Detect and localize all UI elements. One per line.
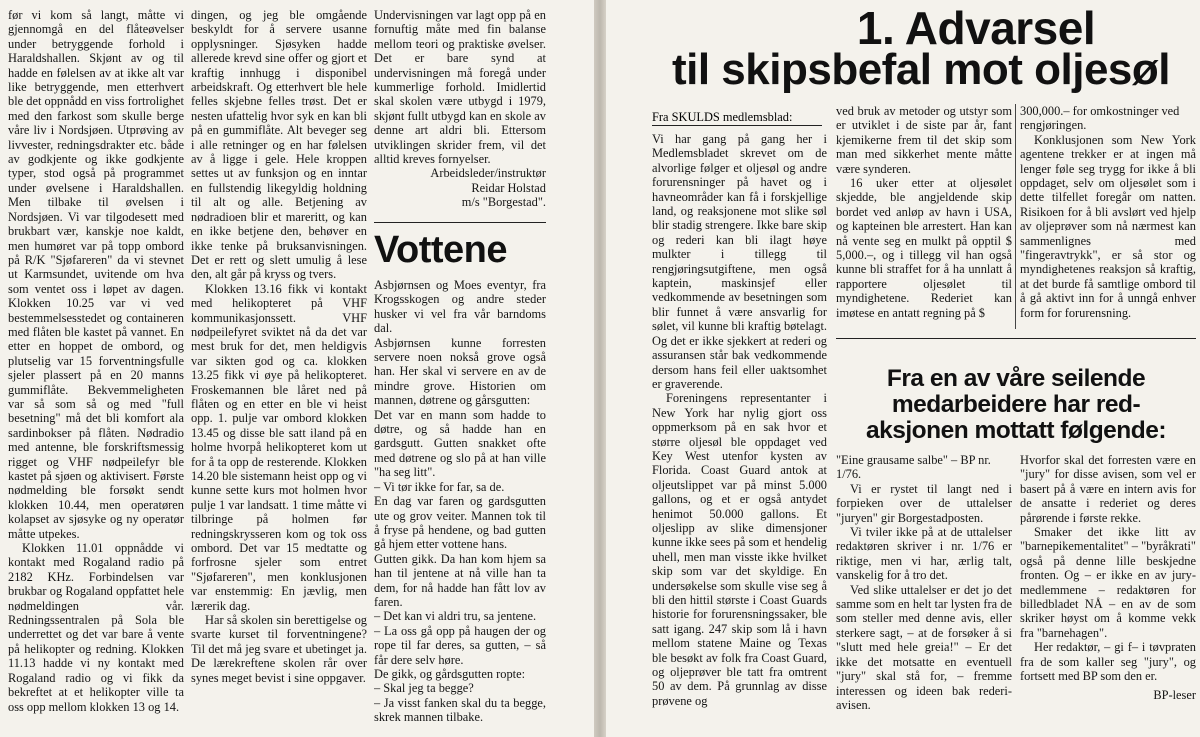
story-paragraph: De gikk, og gårdsgutten ropte: [374,666,526,681]
headline-line-2: til skipsbefal mot oljesøl [671,45,1170,94]
article-paragraph: Foreningens representanter i New York har nylig gjort oss oppmerksom på en sak hvor et større oljesøl ble oppdaget ved Key West utenfor kysten av Florida. Coast Guard antok at oljeutslippet var på minst 5.000 gallons, og et er også antydet henimot 50.000 gallons. Et oljeslipp av slike dimensjoner kunne ikke sees på som et hendelig uhell, men man visste ikke hvilket skip som var det skyldige. En undersøkelse som skulle vise seg å bli den hittil største i Coast Guards historie for forurensningssaker, ble satt igang. 247 skip som lå i havn mellom statene Maine og Texas ble besøkt av folk fra Coast Guard, og oljeprøver ble tatt fra omtrent 50 av dem. På grunnlag av disse prøvene og [652,391,827,708]
title-line: aksjonen mottatt følgende: [865,417,1167,444]
letter-paragraph: Vi tviler ikke på at de uttalelser redaktøren skriver i nr. 1/76 er riktige, men vi har, ærlig talt, vanskelig for å tro det. [836,525,1012,583]
story-paragraph: Asbjørnsen kunne forresten servere noen nokså grove også han. Her skal vi servere en av de mindre grove. Historien om mannen, døtrene og gårsgutten: [374,335,546,408]
signature-line: Reidar Holstad [471,180,546,195]
letter-column-2 [1020,453,1196,733]
vottene-story [374,278,546,730]
story-paragraph: – Det kan vi aldri tru, sa jentene. [374,609,537,624]
letter-paragraph: "Eine grausame salbe" – BP nr. 1/76. [836,453,991,482]
article-paragraph: Konklusjonen som New York agentene trekker er at ingen må lenger føle seg trygg for ikke å bli oppdaget, selv om oljesølet som i dette tilfellet foregår om natten. Risikoen for å bli avslørt ved hjelp av oljeprøver som nå nærmest kan sammenlignes med "fingeravtrykk", er så stor og myndighetenes reaksjon så kraftig, at det burde få samtlige ombord til å gå aktivt inn for å unngå enhver form for forurensning. [1020,132,1196,320]
title-line: medarbeidere har red- [891,391,1141,418]
article-paragraph: 300,000.– for omkostninger ved rengjøringen. [1020,104,1180,133]
story-paragraph: – Vi tør ikke for far, sa de. [374,479,505,494]
article-paragraph: 16 uker etter at oljesølet skjedde, ble angjeldende skip bordet ved anløp av havn i USA, og kapteinen ble arrestert. Han kan nå vente seg en mulkt på opptil $ 5,000.–, og i tillegg vil han også kunne bli straffet for å ha unnlatt å rapportere oljesølet til myndighetene. Rederiet kan imøtese en antatt regning på $ [836,176,1012,320]
left-col3-paragraph: Undervisningen var lagt opp på en fornuftig måte med fin balanse mellom teori og praktiske øvelser. Det er bare synd at undervisningen må foregå under kummerlige forhold. Imidlertid skal skolen være utbygd i 1979, skjønt fullt utbygd kan en skole av denne art aldri bli. Ettersom utviklingen skrider frem, vil det alltid kreves fornyelser. [374,8,546,167]
right-page [606,0,1200,737]
letter-column-1 [836,453,1012,733]
letter-signature: BP-leser [1153,687,1196,702]
left-column-1 [8,8,184,730]
story-paragraph: – Skal jeg ta begge? [374,681,474,696]
section-divider [374,222,546,223]
letter-paragraph: Her redaktør, – gi f– i tøvpraten fra de som kaller seg "jury", og fortsett med BP som den er. [1020,640,1196,684]
left-page [0,0,594,737]
letter-paragraph: Hvorfor skal det forresten være en "jury" for disse avisen, som vel er basert på å være en intern avis for de ansatte i rederiet og deres pårørende i første rekke. [1020,453,1196,525]
source-label: Fra SKULDS medlemsblad: [652,110,822,126]
right-column-3 [1020,104,1196,326]
right-column-2 [836,104,1012,326]
left-col2-paragraph: dingen, og jeg ble omgående beskyldt for å servere usanne opplysninger. Sjøsyken hadde allerede krevd sine offer og gjort et kraftig innhugg i disponibel arbeidskraft. Og etterhvert ble hele felles skjebne felles trøst. Det er nesten ufattelig hvor syk en kan bli på en gummiflåte. Alt beveger seg i alle retninger og en har følelsen av å ligge i gele. Hele kroppen settes ut av funksjon og en inntar en fullstendig likegyldig holdning til alt og alle. Betjening av nødradioen blir et mareritt, og kan en ikke betjene den, behøver en ikke tenke på bruksanvisningen. Det er rett og slett umulig å lese den, alt går på kryss og tvers. [191,8,367,282]
story-paragraph: – La oss gå opp på haugen der og rope til far deres, sa gutten, – så får dere selv høre. [374,623,546,667]
letter-paragraph: Ved slike uttalelser er det jo det samme som en helt tar lysten fra de som steller med denne avis, eller sterkere sagt, – at de forsøker å si "slutt med hele greia!" – Er det ikke det motsatte en eventuell "jury" skal stå for, – fremme interessen og ideen bak rederi-avisen. [836,582,1012,712]
letter-paragraph: Smaker det ikke litt av "barnepikementalitet" – "byråkrati" også på denne lille beskjedne fronten. Og – er ikke en av jury-medlemmene – redaktøren for billedbladet NÅ – en av de som skriker høyst om å komme vekk fra "barnehagen". [1020,525,1196,640]
left-column-3-top [374,8,546,218]
page-gutter [594,0,606,737]
title-line: Fra en av våre seilende [886,365,1146,392]
left-col2-paragraph: Klokken 13.16 fikk vi kontakt med helikopteret på VHF kommunikasjonssett. VHF nødpeilefyret sviktet nå da det var mest bruk for det, men heldigvis var sikten god og ca. klokken 13.25 fikk vi øye på helikopteret. Froskemannen ble låret ned på flåten og en etter en ble vi heist opp. 1. pulje var ombord klokken 13.45 og disse ble satt iland på en holme hvorpå helikopteret kom ut for å ta opp de resterende. Klokken 14.20 ble sistemann heist opp og vi kunne sette kurs mot holmen hvor pulje 1 var landsatt. 1 time måtte vi tilbringe på holmen før redningskrysseren kom og tok oss ombord. Det var 15 medtatte og forfrosne sjeler som entret "Sjøfareren", men konklusjonen var enstemmig: En jævlig, men lærerik dag. [191,281,367,613]
left-col1-paragraph: før vi kom så langt, måtte vi gjennomgå en del flåteøvelser under betryggende forhold i Haraldshallen. Skjønt av og til hadde en følelsen av at ikke alt var like betryggende, men etterhvert ble det oppnådd en viss fortrolighet med den farkost som skulle berge våre liv i Nordsjøen. Utprøving av livvester, redningsdrakter etc. både av godkjente og ikke godkjente typer, stod også på programmet under øvelsene i Haraldshallen. Men tilbake til øvelsen i Nordsjøen. Vi var tilgodesett med brukbart vær, kanskje noe kaldt, men humøret var på topp ombord på R/K "Sjøfareren" da vi stevnet ut Karmsundet, uvitende om hva som ventet oss i løpet av dagen. Klokken 10.25 var vi ved bestemmelsesstedet og containeren med flåten ble kastet på vannet. En etter en hoppet de ombord, og plutselig var 15 forventningsfulle sjeler plassert på en 20 manns gummiflåte. Bekvemmeligheten var så som så og med "full besetning" må det bli komfort ala sardinbokser på flåten. Nødradio med antenne, ble forskriftsmessig rigget og VHF nødpeilefyr ble kastet på sjøen og aktivisert. Første nødmelding ble forsøkt sendt klokken 10.44, men operatøren kolapset av sjøsyke og ny operatør måtte utpekes. [8,8,184,541]
section-divider [836,338,1196,339]
left-column-2 [191,8,367,730]
article-paragraph: Vi har gang på gang her i Medlemsbladet skrevet om de alvorlige følger et oljesøl og andre forurensninger på havet og i havneområder kan få i forskjellige land, og reaksjonene mot slike søl blir stadig strengere. Ikke bare skip og rederi kan bli ilagt høye mulkter i tillegg til rengjøringsutgiftene, men også kaptein, maskinsjef eller vedkommende av besetningen som blir funnet å være ansvarlig for sølet, vil kunne bli kraftig bøtelagt. Og det er ikke sjekkert at rederi og assuransen står bak vedkommende dersom hans feil eller uaktsomhet er graverende. [652,132,827,391]
vottene-title: Vottene [374,229,508,271]
left-col1-paragraph: Klokken 11.01 oppnådde vi kontakt med Rogaland radio på 2182 KHz. Forbindelsen var brukbar og Rogaland oppfattet hele nødmeldingen vår. Redningssentralen på Sola ble underrettet og det var bare å vente på helikopter og redning. Klokken 11.13 hadde vi ny kontakt med Rogaland radio og vi fikk da bekreftet at et helikopter ville ta oss opp mellom klokken 13 og 14. [8,541,184,714]
left-col2-paragraph: Har så skolen sin berettigelse og svarte kurset til forventningene? Til det må jeg svare et ubetinget ja. De lærekreftene skolen rår over synes meget bevist i sine oppgaver. [191,613,367,685]
column-divider [1015,104,1016,329]
story-paragraph: – Ja visst fanken skal du ta begge, skrek mannen tilbake. [374,695,546,725]
story-paragraph: Det var en mann som hadde to døtre, og så hadde han en gardsgutt. Gutten snakket ofte med døtrene og slo på at han ville "ha seg litt". [374,407,546,480]
story-paragraph: Asbjørnsen og Moes eventyr, fra Krogsskogen og andre steder husker vi vel fra vår barndoms dal. [374,278,546,336]
right-column-1 [652,132,827,732]
signature-line: m/s "Borgestad". [461,195,546,210]
story-paragraph: Gutten gikk. Da han kom hjem sa han til jentene at nå ville han ta dem, for nå hadde han fått lov av faren. [374,551,546,609]
article-paragraph: ved bruk av metoder og utstyr som er utviklet i de siste par år, fant kjemikerne frem til det skip som man med sikkerhet mente måtte være synderen. [836,104,1012,176]
second-article-title [834,366,1198,444]
letter-paragraph: Vi er rystet til langt ned i forpieken over de uttalelser "juryen" gir Borgestadposten. [836,481,1012,525]
author-signature [374,166,546,209]
signature-line: Arbeidsleder/instruktør [430,166,546,181]
headline-line-1: 1. Advarsel [856,2,1096,54]
story-paragraph: En dag var faren og gardsgutten ute og grov veiter. Mannen tok til å fryse på hendene, og bad gutten gå hjem etter vottene hans. [374,494,546,552]
